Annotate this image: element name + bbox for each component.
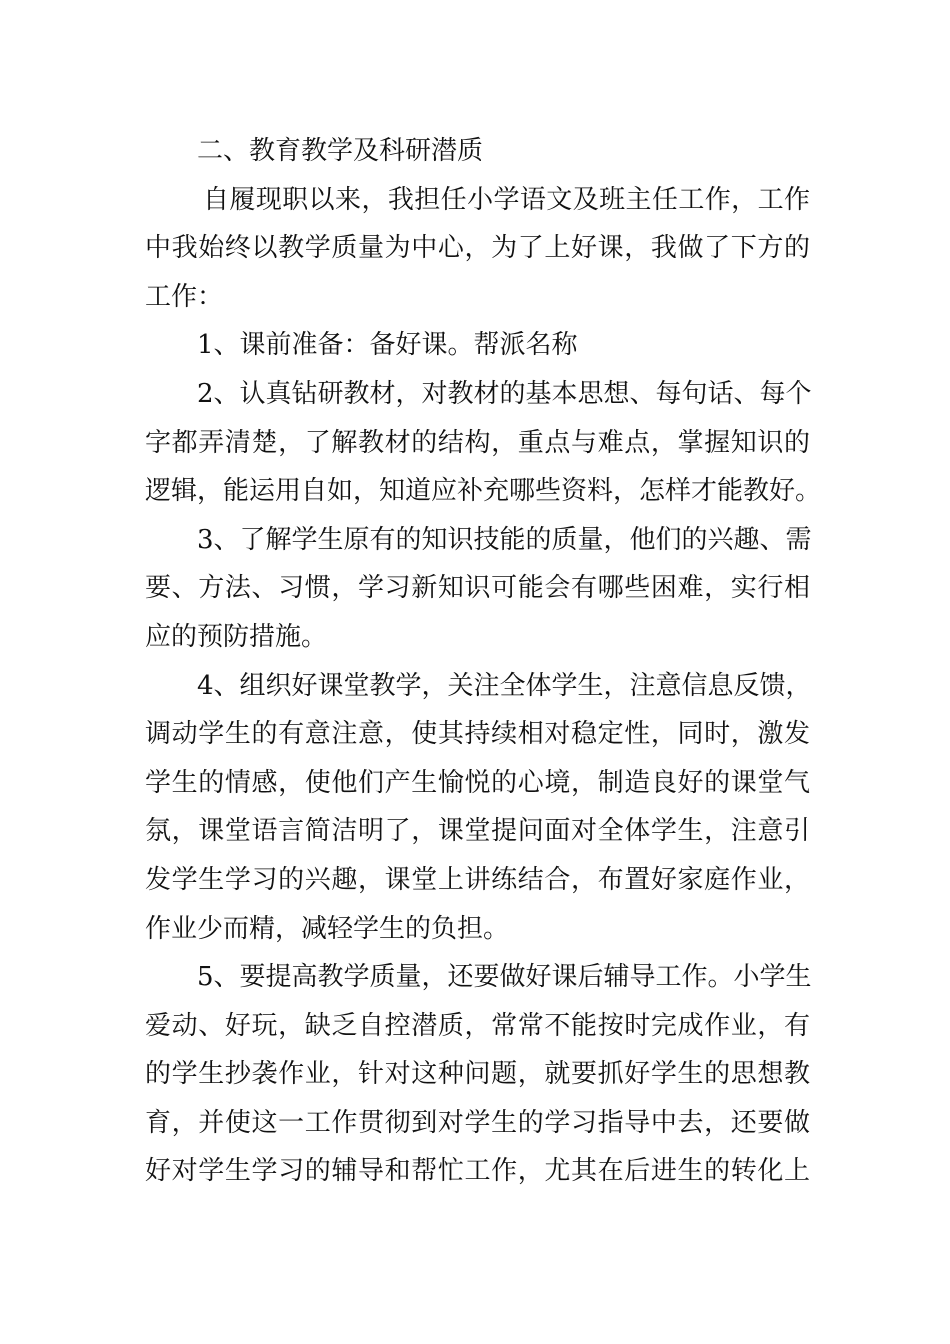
paragraph-line: 3、了解学生原有的知识技能的质量，他们的兴趣、需 — [197, 524, 812, 555]
paragraph-line: 逻辑，能运用自如，知道应补充哪些资料，怎样才能教好。 — [145, 476, 822, 507]
paragraph-intro — [145, 176, 810, 322]
paragraph-line: 学生的情感，使他们产生愉悦的心境，制造良好的课堂气 — [145, 767, 810, 798]
paragraph-line: 爱动、好玩，缺乏自控潜质，常常不能按时完成作业，有 — [145, 1010, 810, 1041]
paragraph-line: 中我始终以教学质量为中心，为了上好课，我做了下方的 — [145, 233, 810, 264]
paragraph-line: 2、认真钻研教材，对教材的基本思想、每句话、每个 — [197, 378, 812, 409]
paragraph-line: 工作： — [145, 281, 224, 312]
paragraph-line: 要、方法、习惯，学习新知识可能会有哪些困难，实行相 — [145, 573, 810, 604]
paragraph-line: 调动学生的有意注意，使其持续相对稳定性，同时，激发 — [145, 719, 810, 750]
paragraph-line: 的学生抄袭作业，针对这种问题，就要抓好学生的思想教 — [145, 1059, 810, 1090]
paragraph-line: 字都弄清楚，了解教材的结构，重点与难点，掌握知识的 — [145, 427, 810, 458]
paragraph-line: 育，并使这一工作贯彻到对学生的学习指导中去，还要做 — [145, 1107, 810, 1138]
paragraph-item-2 — [145, 370, 822, 516]
paragraph-line: 好对学生学习的辅导和帮忙工作，尤其在后进生的转化上 — [145, 1156, 810, 1187]
paragraph-item-5 — [145, 953, 810, 1196]
paragraph-item-3 — [145, 516, 810, 662]
paragraph-line: 自履现职以来，我担任小学语文及班主任工作，工作 — [203, 184, 810, 215]
paragraph-line: 作业少而精，减轻学生的负担。 — [145, 913, 510, 944]
paragraph-line: 应的预防措施。 — [145, 621, 328, 652]
document-body — [145, 127, 822, 1196]
paragraph-item-4 — [145, 662, 810, 954]
paragraph-item-1 — [145, 321, 810, 370]
paragraph-line: 4、组织好课堂教学，关注全体学生，注意信息反馈， — [197, 670, 812, 701]
paragraph-line: 5、要提高教学质量，还要做好课后辅导工作。小学生 — [197, 962, 812, 993]
paragraph-line: 发学生学习的兴趣，课堂上讲练结合，布置好家庭作业， — [145, 864, 810, 895]
section-heading: 二、教育教学及科研潜质 — [197, 136, 484, 166]
paragraph-line: 1、课前准备：备好课。帮派名称 — [197, 330, 578, 361]
paragraph-line: 氛，课堂语言简洁明了，课堂提问面对全体学生，注意引 — [145, 816, 810, 847]
